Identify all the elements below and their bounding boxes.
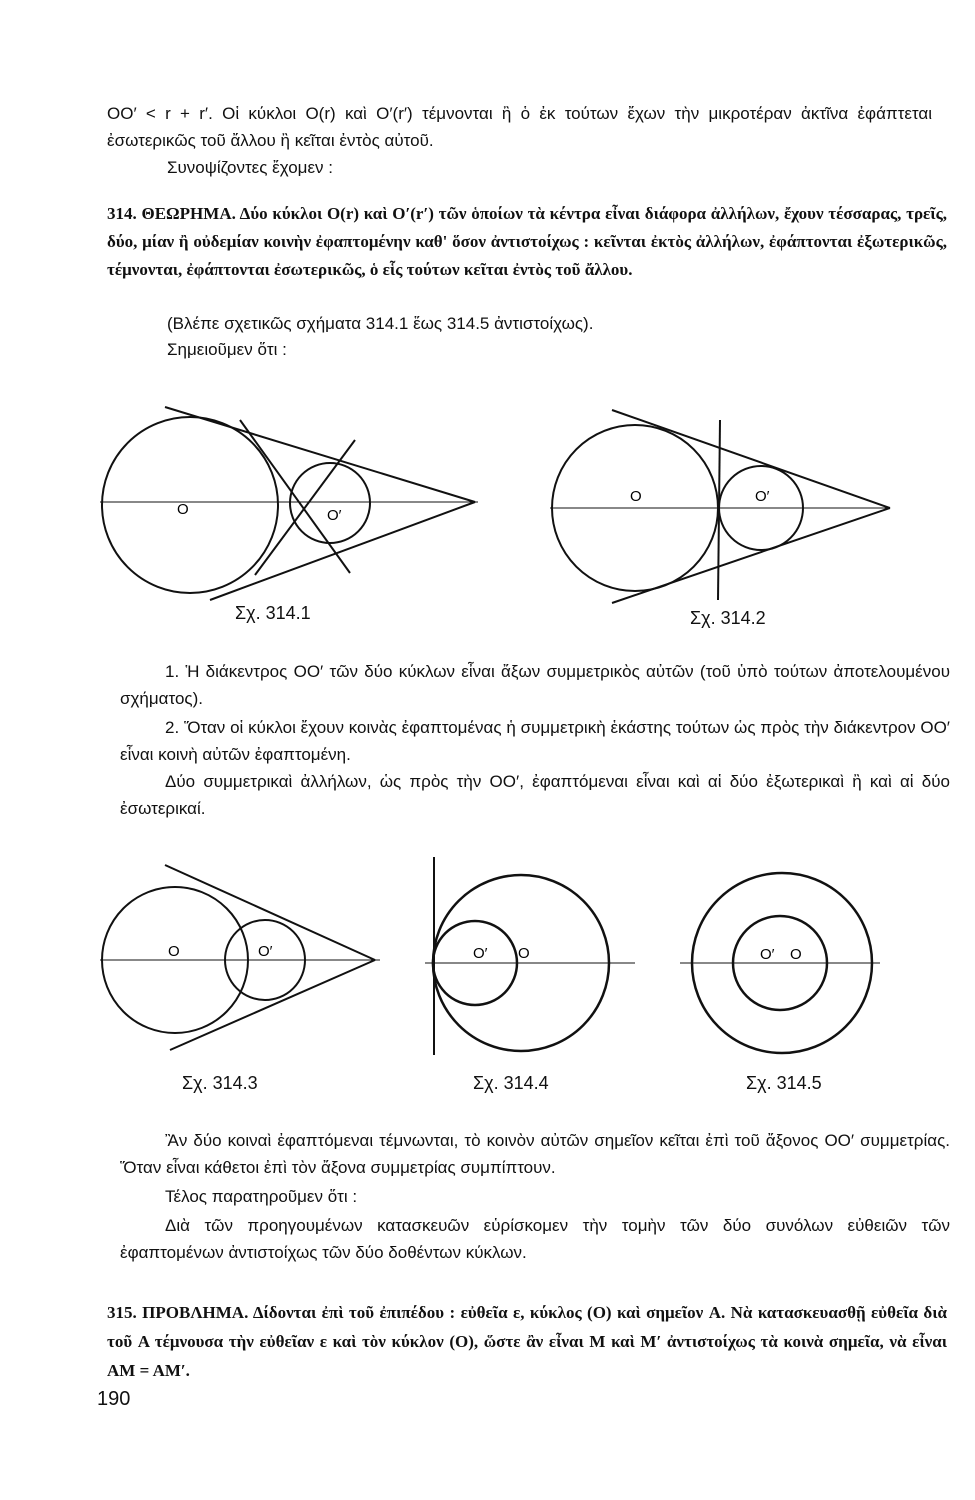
summary-lead (167, 154, 932, 181)
remark-3 (120, 768, 950, 822)
page-number: 190 (97, 1388, 131, 1410)
tangent-ext-2 (210, 502, 475, 600)
remark-3-text: Δύο συμμετρικαὶ ἀλλήλων, ὡς πρὸς τὴν OO′, ἐφαπτόμεναι εἶναι καὶ αἱ δύο ἐξωτερικαὶ ἢ καὶ αἱ δύο ἐσωτερικαί. (120, 772, 950, 818)
remark-6-text: Διὰ τῶν προηγουμένων κατασκευῶν εὑρίσκομεν τὴν τομὴν τῶν δύο συνόλων εὐθειῶν τῶν ἐφαπτομένων ἀντιστοίχως τῶν δύο δοθέντων κύκλων. (120, 1216, 950, 1262)
label-O-prime: O′ (258, 943, 273, 960)
problem-heading: ΠΡΟΒΛΗΜΑ. (142, 1303, 249, 1322)
remark-6 (120, 1212, 950, 1266)
label-O: O (630, 488, 642, 505)
figure-314-1 (100, 395, 490, 620)
caption-314-1: Σχ. 314.1 (235, 603, 311, 623)
problem-315 (107, 1298, 947, 1385)
tangent-ext-2 (170, 960, 375, 1050)
problem-text: Δίδονται ἐπὶ τοῦ ἐπιπέδου : εὐθεῖα ε, κύκλος (O) καὶ σημεῖον A. Νὰ κατασκευασθῇ εὐθεῖα διὰ τοῦ A τέμνουσα τὴν εὐθεῖαν ε καὶ τὸν κύκλον (O), ὥστε ἂν εἶναι M καὶ M′ ἀντιστοίχως τὰ κοινὰ σημεῖα, νὰ εἶναι AM = AM′. (107, 1303, 948, 1380)
circle-O (102, 417, 278, 593)
caption-314-2: Σχ. 314.2 (690, 608, 766, 628)
remark-1 (120, 658, 950, 712)
remark-2 (120, 714, 950, 768)
label-O: O (518, 945, 530, 962)
label-O-prime: O′ (755, 488, 770, 505)
figure-314-3 (100, 860, 390, 1055)
tangent-ext-1 (612, 410, 890, 508)
remark-2-text: 2. Ὅταν οἱ κύκλοι ἔχουν κοινὰς ἐφαπτομένας ἡ συμμετρικὴ ἑκάστης τούτων ὡς πρὸς τὴν διάκεντρον OO′ εἶναι κοινὴ αὐτῶν ἐφαπτομένη. (120, 718, 950, 764)
figure-314-5 (680, 865, 880, 1060)
remark-5 (165, 1183, 950, 1210)
remark-5-text: Τέλος παρατηροῦμεν ὅτι : (165, 1187, 358, 1206)
caption-314-5: Σχ. 314.5 (746, 1073, 822, 1093)
see-figures-text: (Βλέπε σχετικῶς σχήματα 314.1 ἕως 314.5 ἀντιστοίχως). (167, 314, 594, 333)
theorem-heading: ΘΕΩΡΗΜΑ. (141, 204, 236, 223)
problem-number: 315. (107, 1303, 137, 1322)
intro-paragraph (107, 100, 932, 154)
theorem-314 (107, 200, 947, 284)
summary-lead-text: Συνοψίζοντες ἔχομεν : (167, 158, 333, 177)
see-figures (167, 310, 932, 337)
figure-314-4 (415, 855, 640, 1065)
theorem-text: Δύο κύκλοι O(r) καὶ O′(r′) τῶν ὁποίων τὰ κέντρα εἶναι διάφορα ἀλλήλων, ἔχουν τέσσαρας, τρεῖς, δύο, μίαν ἢ οὐδεμίαν κοινὴν ἐφαπτομένην καθ' ὅσον ἀντιστοίχως : κεῖνται ἐκτὸς ἀλλήλων, ἐφάπτονται ἐξωτερικῶς, τέμνονται, ἐφάπτονται ἐσωτερικῶς, ὁ εἷς τούτων κεῖται ἐντὸς τοῦ ἄλλου. (107, 204, 948, 279)
remark-1-text: 1. Ἡ διάκεντρος OO′ τῶν δύο κύκλων εἶναι ἄξων συμμετρικὸς αὐτῶν (τοῦ ὑπὸ τούτων ἀποτελουμένου σχήματος). (120, 662, 950, 708)
theorem-number: 314. (107, 204, 137, 223)
label-O-prime: O′ (473, 945, 488, 962)
figure-314-2 (550, 405, 900, 605)
caption-314-3: Σχ. 314.3 (182, 1073, 258, 1093)
remark-4-text: Ἂν δύο κοιναὶ ἐφαπτόμεναι τέμνωνται, τὸ κοινὸν αὐτῶν σημεῖον κεῖται ἐπὶ τοῦ ἄξονος OO′ συμμετρίας. Ὅταν εἶναι κάθετοι ἐπὶ τὸν ἄξονα συμμετρίας συμπίπτουν. (120, 1131, 950, 1177)
note-lead-text: Σημειοῦμεν ὅτι : (167, 340, 287, 359)
tangent-int-1 (240, 420, 350, 573)
note-lead (167, 336, 932, 363)
label-O: O (790, 946, 802, 963)
label-O-prime: O′ (327, 507, 342, 524)
remark-4 (120, 1127, 950, 1181)
label-O-prime: O′ (760, 946, 775, 963)
label-O: O (168, 943, 180, 960)
tangent-ext-2 (612, 508, 890, 603)
caption-314-4: Σχ. 314.4 (473, 1073, 549, 1093)
label-O: O (177, 501, 189, 518)
intro-text: OO′ < r + r′. Οἱ κύκλοι O(r) καὶ O′(r′) τέμνονται ἢ ὁ ἐκ τούτων ἔχων τὴν μικροτέραν ἀκτῖνα ἐφάπτεται ἐσωτερικῶς τοῦ ἄλλου ἢ κεῖται ἐντὸς αὐτοῦ. (107, 104, 932, 150)
